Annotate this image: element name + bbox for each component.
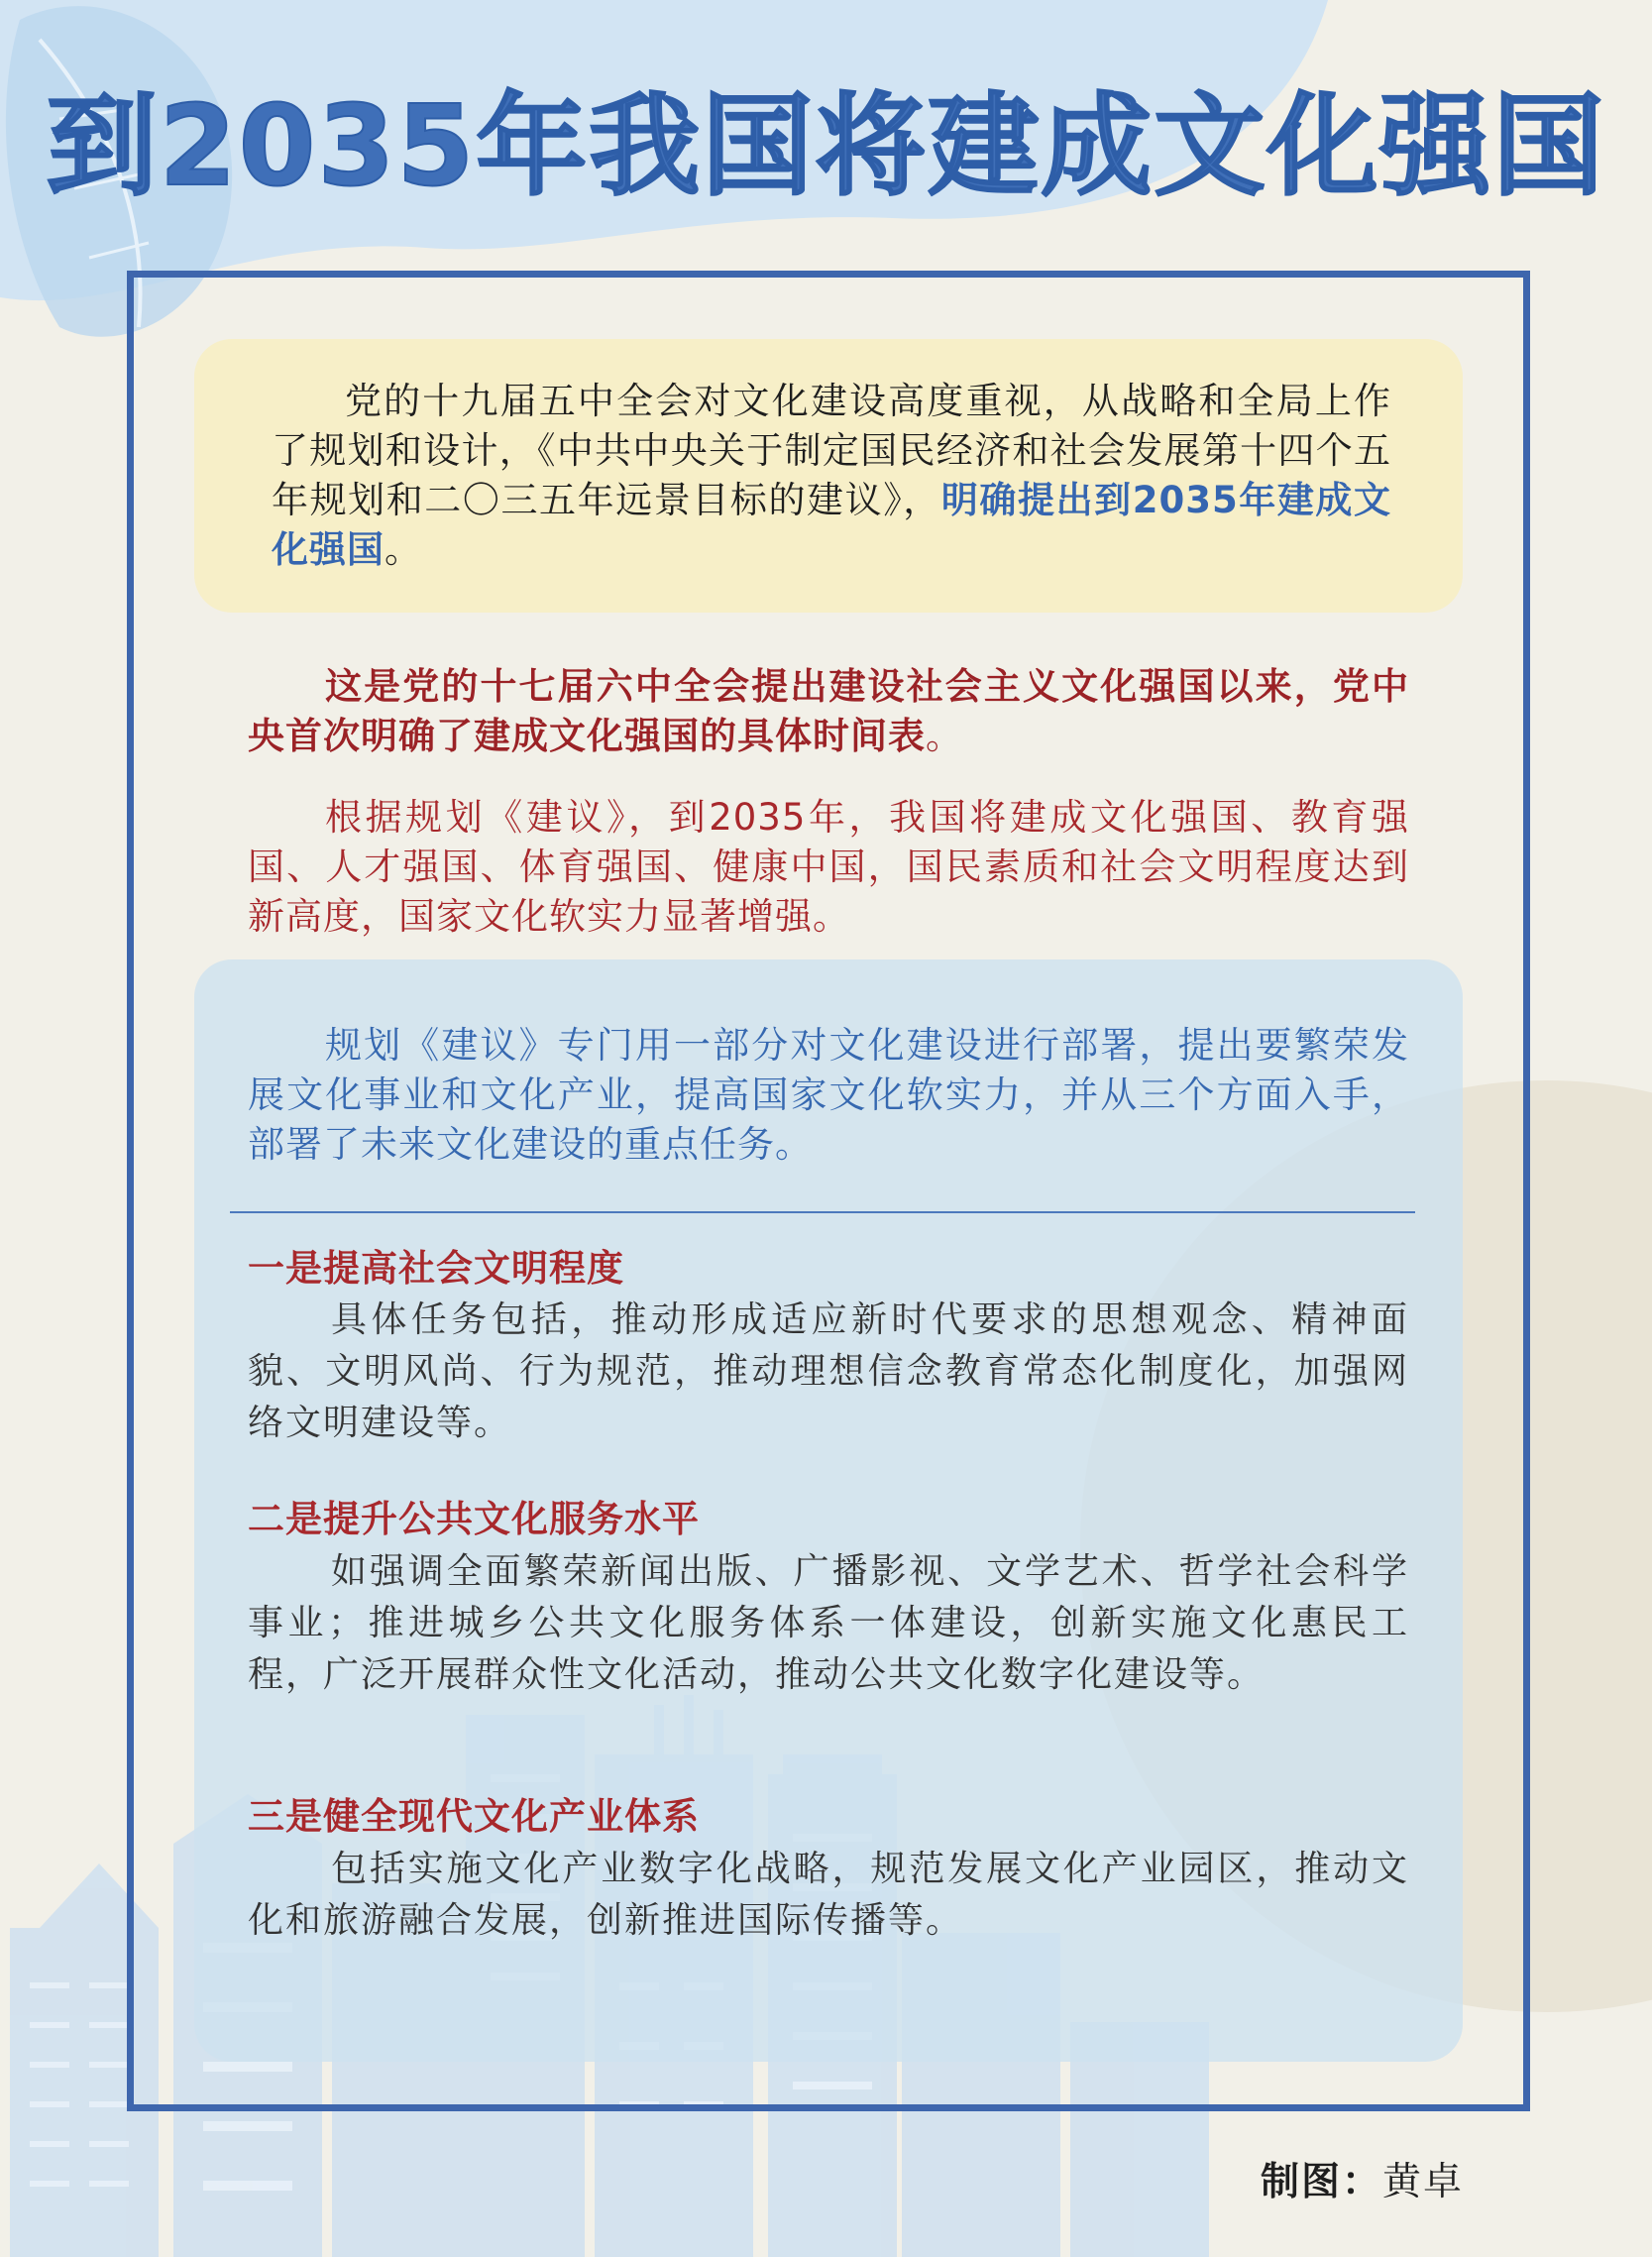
intro-text: 党的十九届五中全会对文化建设高度重视，从战略和全局上作了规划和设计，《中共中央关于制定国民经济和社会发展第十四个五年规划和二〇三五年远景目标的建议》， [272,380,1391,521]
milestone-text: 这是党的十七届六中全会提出建设社会主义文化强国以来，党中央首次明确了建成文化强国的具体时间表 [248,665,1409,757]
section-2-body: 如强调全面繁荣新闻出版、广播影视、文学艺术、哲学社会科学事业；推进城乡公共文化服务体系一体建设，创新实施文化惠民工程，广泛开展群众性文化活动，推动公共文化数字化建设等。 [248,1551,1409,1695]
section-2-title: 二是提升公共文化服务水平 [248,1498,700,1540]
goals-paragraph: 根据规划《建议》，到2035年，我国将建成文化强国、教育强国、人才强国、体育强国、健康中国，国民素质和社会文明程度达到新高度，国家文化软实力显著增强。 [248,796,1409,938]
deployment-paragraph: 规划《建议》专门用一部分对文化建设进行部署，提出要繁荣发展文化事业和文化产业，提高国家文化软实力，并从三个方面入手，部署了未来文化建设的重点任务。 [248,1024,1409,1166]
credit-name: 黄卓 [1382,2160,1465,2204]
credit-line [1261,2151,1464,2206]
section-divider [230,1211,1415,1213]
page-title: 到2035年我国将建成文化强国 [46,82,1606,211]
milestone-end: 。 [926,715,963,757]
section-1-title: 一是提高社会文明程度 [248,1247,624,1290]
section-1-body: 具体任务包括，推动形成适应新时代要求的思想观念、精神面貌、文明风尚、行为规范，推动理想信念教育常态化制度化，加强网络文明建设等。 [248,1299,1409,1443]
intro-highlight: 明确提出到2035年建成文化强国 [272,479,1391,571]
intro-paragraph [272,377,1391,575]
milestone-paragraph [248,662,1409,761]
intro-end: 。 [385,528,422,571]
credit-label: 制图： [1261,2160,1383,2204]
section-3-title: 三是健全现代文化产业体系 [248,1795,700,1838]
section-3-body: 包括实施文化产业数字化战略，规范发展文化产业园区，推动文化和旅游融合发展，创新推进国际传播等。 [248,1849,1409,1941]
intro-box [194,339,1463,613]
